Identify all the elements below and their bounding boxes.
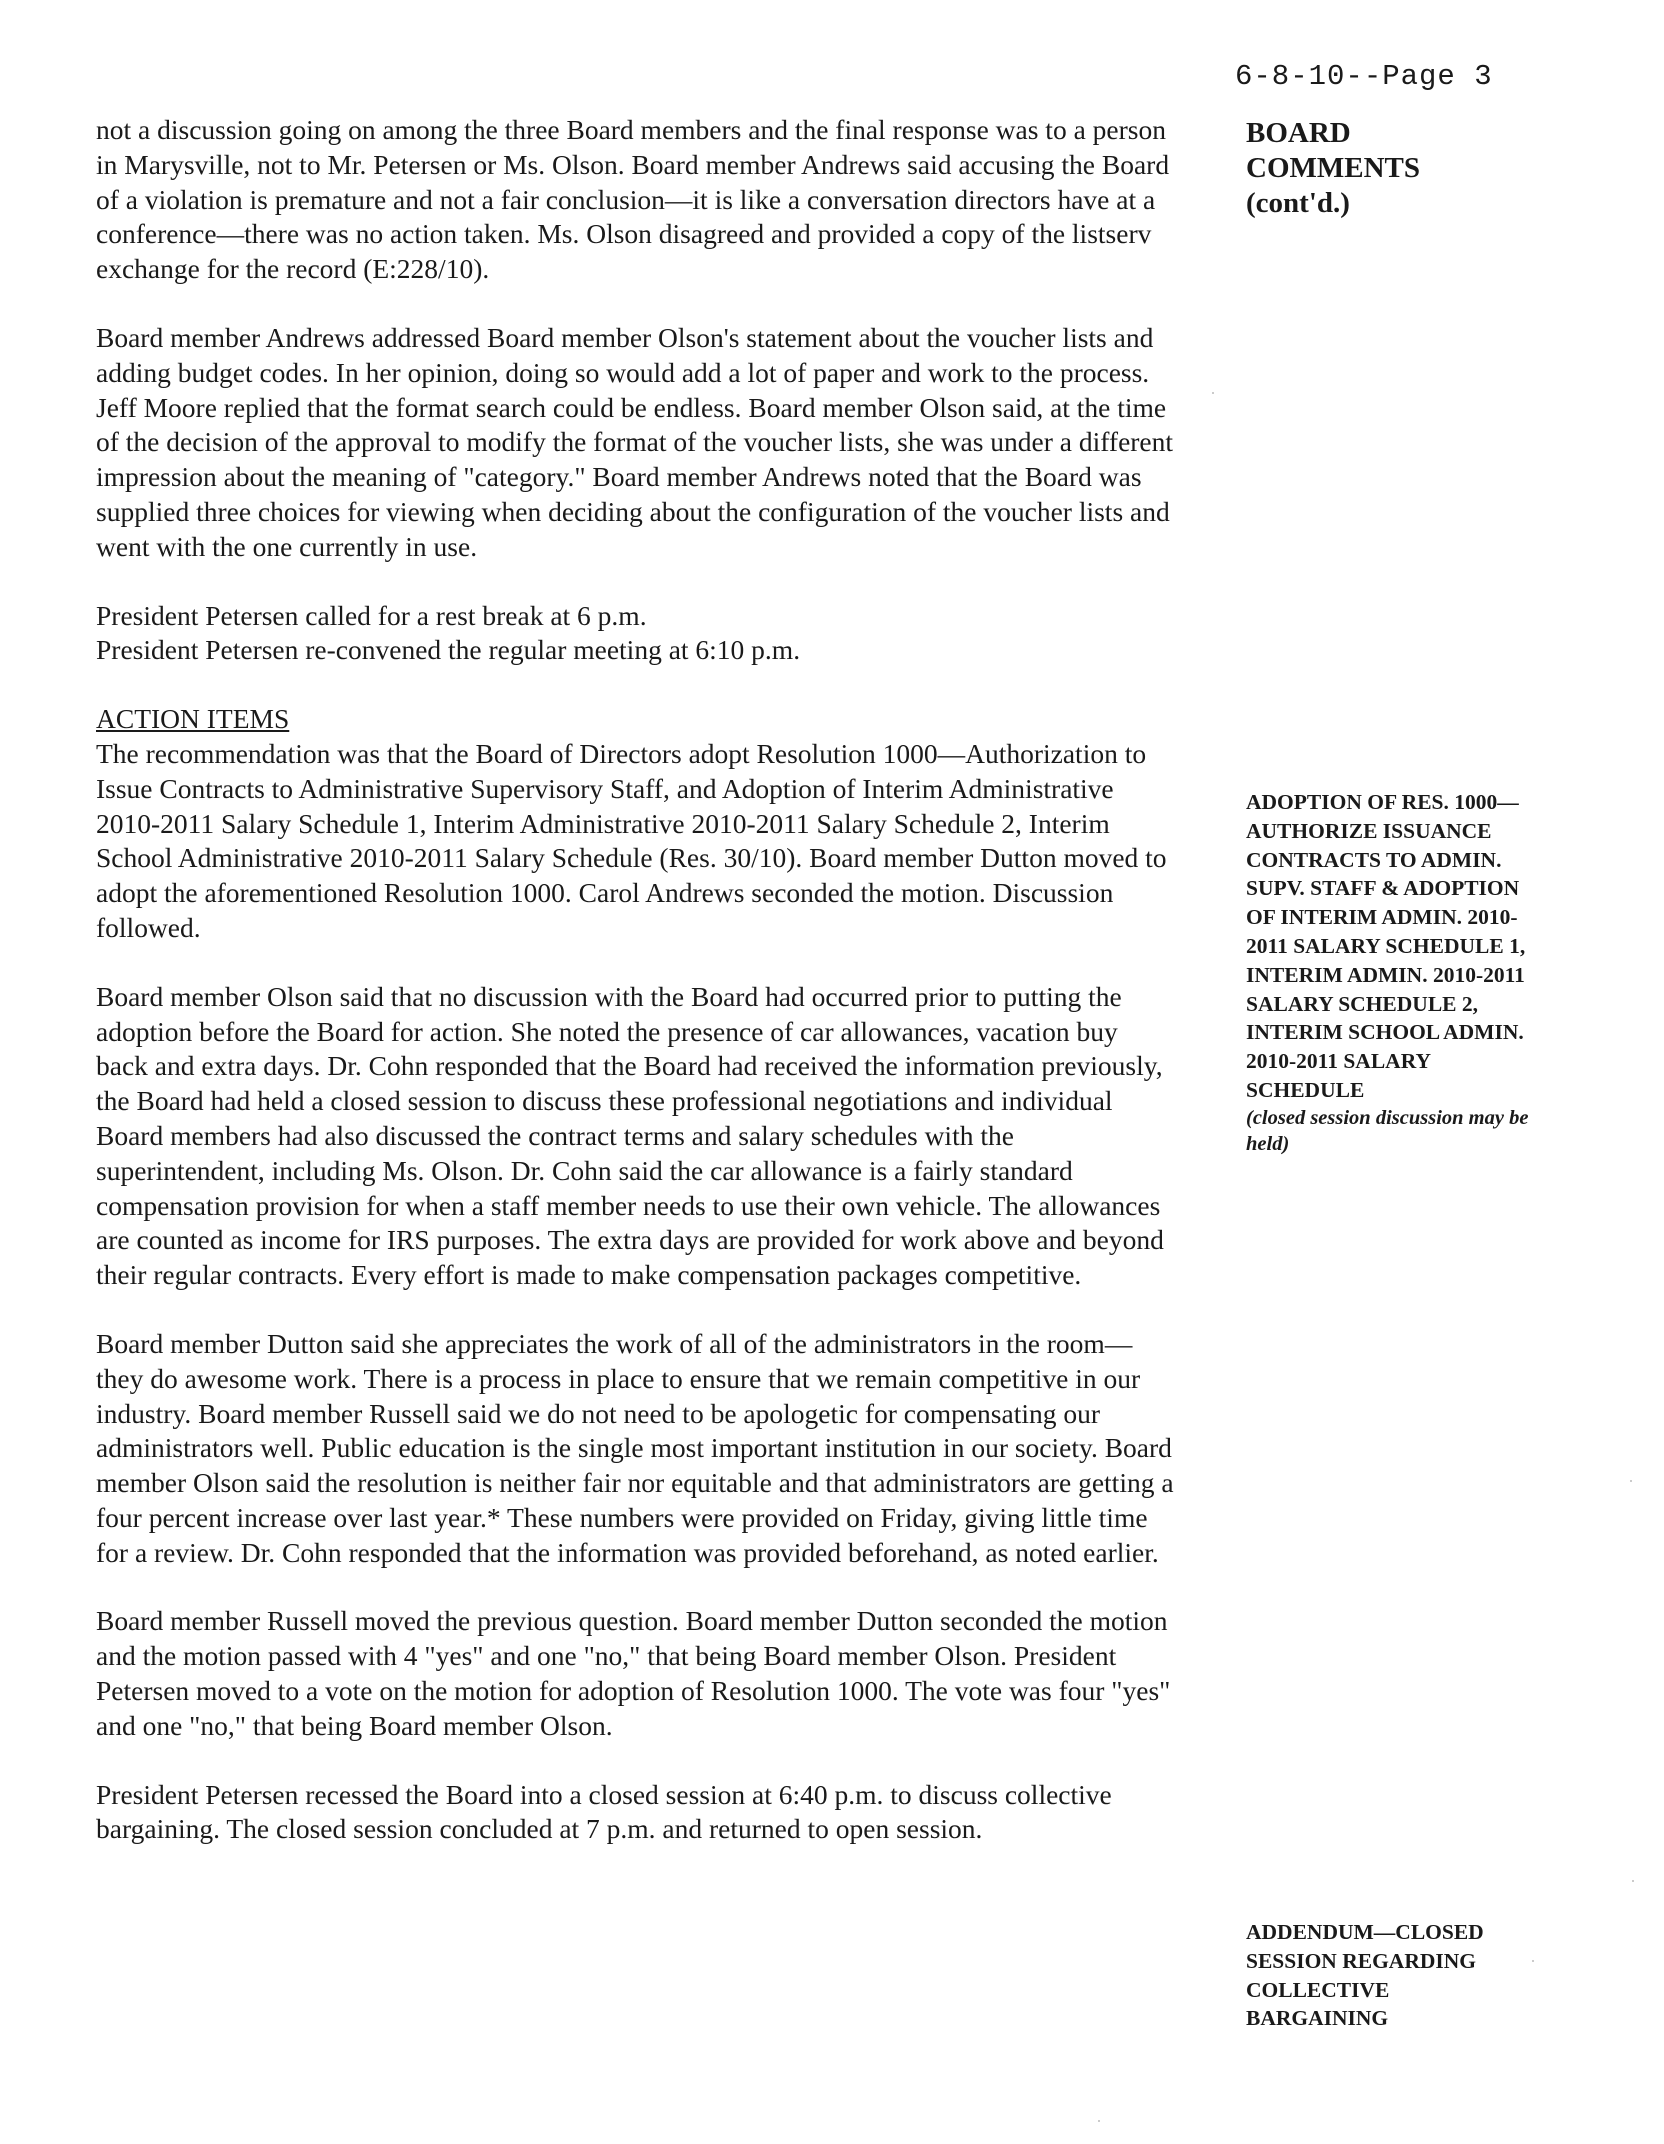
scan-speck <box>1098 2120 1100 2122</box>
paragraph-reconvene: President Petersen re-convened the regular meeting at 6:10 p.m. <box>96 634 801 666</box>
minutes-body <box>96 113 1176 1881</box>
margin-note-board-comments: BOARD COMMENTS (cont'd.) <box>1246 117 1420 219</box>
scan-speck <box>1630 1480 1632 1482</box>
paragraph-listserv: not a discussion going on among the three Board members and the final response was to a person in Marysville, not to Mr. Petersen or Ms. Olson. Board member Andrews said accusing the Board of a violation is premature and not a fair conclusion—it is like a conversation directors have at a conference—there was no action taken. Ms. Olson disagreed and provided a copy of the listserv exchange for the record (E:228/10). <box>96 114 1170 285</box>
paragraph-resolution-1000: The recommendation was that the Board of Directors adopt Resolution 1000—Authorization to Issue Contracts to Administrative Supervisory Staff, and Adoption of Interim Administrative 2010-2011 Salary Schedule 1, Interim Administrative 2010-2011 Salary Schedule 2, Interim School Administrative 2010-2011 Salary Schedule (Res. 30/10). Board member Dutton moved to adopt the aforementioned Resolution 1000. Carol Andrews seconded the motion. Discussion followed. <box>96 737 1167 943</box>
section-heading-action-items: ACTION ITEMS <box>96 703 290 735</box>
scan-speck <box>1532 1960 1534 1962</box>
paragraph-olson-discussion: Board member Olson said that no discussion with the Board had occurred prior to putting the adoption before the Board for action. She noted the presence of car allowances, vacation buy back and extra days. Dr. Cohn responded that the Board had received the information previously, the Board had held a closed session to discuss these professional negotiations and individual Board members had also discussed the contract terms and salary schedules with the superintendent, including Ms. Olson. Dr. Cohn said the car allowance is a fairly standard compensation provision for when a staff member needs to use their own vehicle. The allowances are counted as income for IRS purposes. The extra days are provided for work above and beyond their regular contracts. Every effort is made to make compensation packages competitive. <box>96 980 1164 1291</box>
paragraph-rest-break: President Petersen called for a rest break at 6 p.m. <box>96 599 647 631</box>
margin-note-addendum: ADDENDUM—CLOSED SESSION REGARDING COLLECTIVE BARGAINING <box>1246 1920 1484 2031</box>
scan-speck <box>1632 1880 1634 1882</box>
scan-speck <box>1212 392 1214 394</box>
paragraph-dutton-discussion: Board member Dutton said she appreciates the work of all of the administrators in the room—they do awesome work. There is a process in place to ensure that we remain competitive in our industry. Board member Russell said we do not need to be apologetic for compensating our administrators well. Public education is the single most important institution in our society. Board member Olson said the resolution is neither fair nor equitable and that administrators are getting a four percent increase over last year.* These numbers were provided on Friday, giving little time for a review. Dr. Cohn responded that the information was provided beforehand, as noted earlier. <box>96 1327 1174 1568</box>
margin-note-adoption-italic: (closed session discussion may be held) <box>1246 1106 1529 1155</box>
paragraph-voucher-lists: Board member Andrews addressed Board member Olson's statement about the voucher lists and adding budget codes. In her opinion, doing so would add a lot of paper and work to the process. Jeff Moore replied that the format search could be endless. Board member Olson said, at the time of the decision of the approval to modify the format of the voucher lists, she was under a different impression about the meaning of "category." Board member Andrews noted that the Board was supplied three choices for viewing when deciding about the configuration of the voucher lists and went with the one currently in use. <box>96 321 1174 562</box>
paragraph-closed-session: President Petersen recessed the Board into a closed session at 6:40 p.m. to discuss collective bargaining. The closed session concluded at 7 p.m. and returned to open session. <box>96 1778 1112 1845</box>
paragraph-vote: Board member Russell moved the previous question. Board member Dutton seconded the motion and the motion passed with 4 "yes" and one "no," that being Board member Olson. President Petersen moved to a vote on the motion for adoption of Resolution 1000. The vote was four "yes" and one "no," that being Board member Olson. <box>96 1605 1171 1741</box>
margin-note-adoption <box>1246 788 1536 1157</box>
page-header: 6-8-10--Page 3 <box>1235 60 1493 93</box>
margin-note-adoption-text: ADOPTION OF RES. 1000—AUTHORIZE ISSUANCE CONTRACTS TO ADMIN. SUPV. STAFF & ADOPTION OF INTERIM ADMIN. 2010-2011 SALARY SCHEDULE 1, INTERIM ADMIN. 2010-2011 SALARY SCHEDULE 2, INTERIM SCHOOL ADMIN. 2010-2011 SALARY SCHEDULE <box>1246 790 1526 1102</box>
